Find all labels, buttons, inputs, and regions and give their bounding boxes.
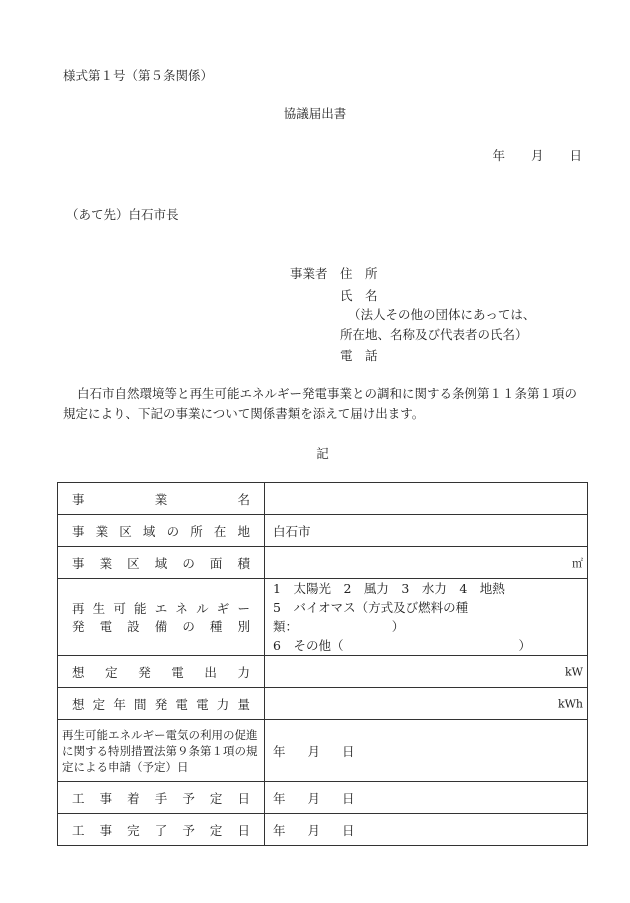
date-year: 年	[492, 148, 505, 163]
energy-type-label	[58, 579, 265, 656]
corporate-note-line2: 所在地、名称及び代表者の氏名）	[340, 327, 528, 342]
end-year: 年	[273, 822, 286, 838]
annual-generation-label: 想定年間発電電力量	[58, 688, 265, 720]
output-unit: kW	[565, 665, 583, 678]
end-day: 日	[342, 822, 355, 838]
location-value: 白石市	[265, 515, 588, 547]
area-value	[265, 547, 588, 579]
construction-start-label: 工事着手予定日	[58, 782, 265, 814]
end-month: 月	[307, 822, 321, 838]
application-date-value	[265, 720, 588, 782]
address-label: 住 所	[340, 266, 378, 281]
row-energy-type	[58, 579, 588, 656]
area-unit: ㎡	[572, 556, 583, 570]
project-table	[57, 482, 588, 846]
energy-type-options	[265, 579, 588, 656]
name-label: 氏 名	[340, 288, 378, 303]
date-day: 日	[569, 148, 582, 163]
project-name-label: 事業名	[58, 483, 265, 515]
energy-option-line2: 5 バイオマス（方式及び燃料の種類： ）	[273, 600, 469, 634]
energy-type-label-line2: 発電設備の種別	[72, 619, 250, 634]
application-month: 月	[307, 743, 321, 759]
body-text: 白石市自然環境等と再生可能エネルギー発電事業との調和に関する条例第１１条第１項の規定により、下記の事業について関係書類を添えて届け出ます。	[63, 386, 578, 421]
corporate-note-line1: （法人その他の団体にあっては、	[348, 307, 536, 322]
phone-label: 電 話	[340, 348, 378, 363]
start-year: 年	[273, 790, 286, 806]
row-location	[58, 515, 588, 547]
ki-heading: 記	[316, 446, 329, 461]
energy-type-label-line1: 再生可能エネルギー	[72, 601, 250, 616]
location-label: 事業区域の所在地	[58, 515, 265, 547]
construction-end-value	[265, 814, 588, 846]
date-line	[470, 146, 582, 164]
construction-start-value	[265, 782, 588, 814]
area-label: 事業区域の面積	[58, 547, 265, 579]
output-value	[265, 656, 588, 688]
row-construction-start	[58, 782, 588, 814]
row-area	[58, 547, 588, 579]
application-year: 年	[273, 743, 286, 759]
annual-generation-value	[265, 688, 588, 720]
row-project-name	[58, 483, 588, 515]
output-label: 想定発電出力	[58, 656, 265, 688]
row-annual-generation	[58, 688, 588, 720]
document-title: 協議届出書	[283, 106, 347, 121]
row-construction-end	[58, 814, 588, 846]
row-output	[58, 656, 588, 688]
application-day: 日	[342, 743, 355, 759]
annual-generation-unit: kWh	[557, 697, 583, 710]
start-month: 月	[307, 790, 321, 806]
construction-end-label: 工事完了予定日	[58, 814, 265, 846]
project-name-value	[265, 483, 588, 515]
applicant-label: 事業者	[290, 266, 328, 281]
application-date-label: 再生可能エネルギー電気の利用の促進に関する特別措置法第９条第１項の規定による申請（予定）日	[58, 720, 265, 782]
start-day: 日	[342, 790, 355, 806]
energy-option-line1: 1 太陽光 2 風力 3 水力 4 地熱	[273, 581, 505, 596]
form-number: 様式第１号（第５条関係）	[63, 68, 214, 83]
date-month: 月	[530, 148, 544, 163]
addressee: （あて先）白石市長	[66, 207, 179, 222]
row-application-date	[58, 720, 588, 782]
energy-option-line3: 6 その他（ ）	[273, 638, 531, 653]
